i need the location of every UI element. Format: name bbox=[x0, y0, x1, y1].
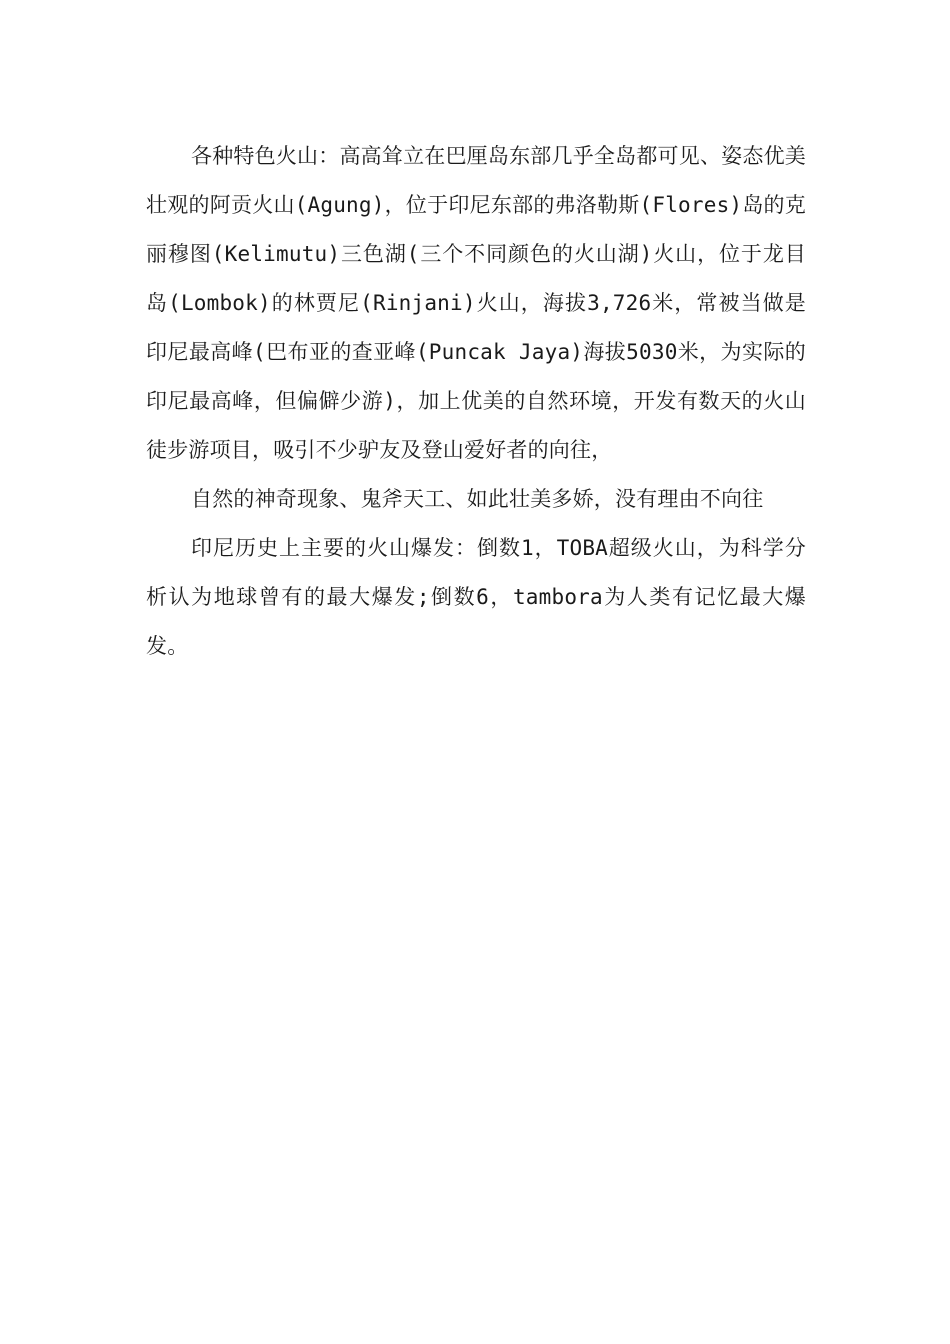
paragraph-eruption-history: 印尼历史上主要的火山爆发：倒数1，TOBA超级火山，为科学分析认为地球曾有的最大爆发;倒数6，tambora为人类有记忆最大爆发。 bbox=[146, 536, 806, 658]
paragraph-nature-wonder: 自然的神奇现象、鬼斧天工、如此壮美多娇，没有理由不向往 bbox=[191, 487, 764, 511]
document-body bbox=[146, 132, 806, 671]
paragraph-volcano-features: 各种特色火山：高高耸立在巴厘岛东部几乎全岛都可见、姿态优美壮观的阿贡火山(Agung)，位于印尼东部的弗洛勒斯(Flores)岛的克丽穆图(Kelimutu)三色湖(三个不同颜色的火山湖)火山，位于龙目岛(Lombok)的林贾尼(Rinjani)火山，海拔3,726米，常被当做是印尼最高峰(巴布亚的查亚峰(Puncak Jaya)海拔5030米，为实际的印尼最高峰，但偏僻少游)，加上优美的自然环境，开发有数天的火山徒步游项目，吸引不少驴友及登山爱好者的向往， bbox=[146, 144, 806, 462]
